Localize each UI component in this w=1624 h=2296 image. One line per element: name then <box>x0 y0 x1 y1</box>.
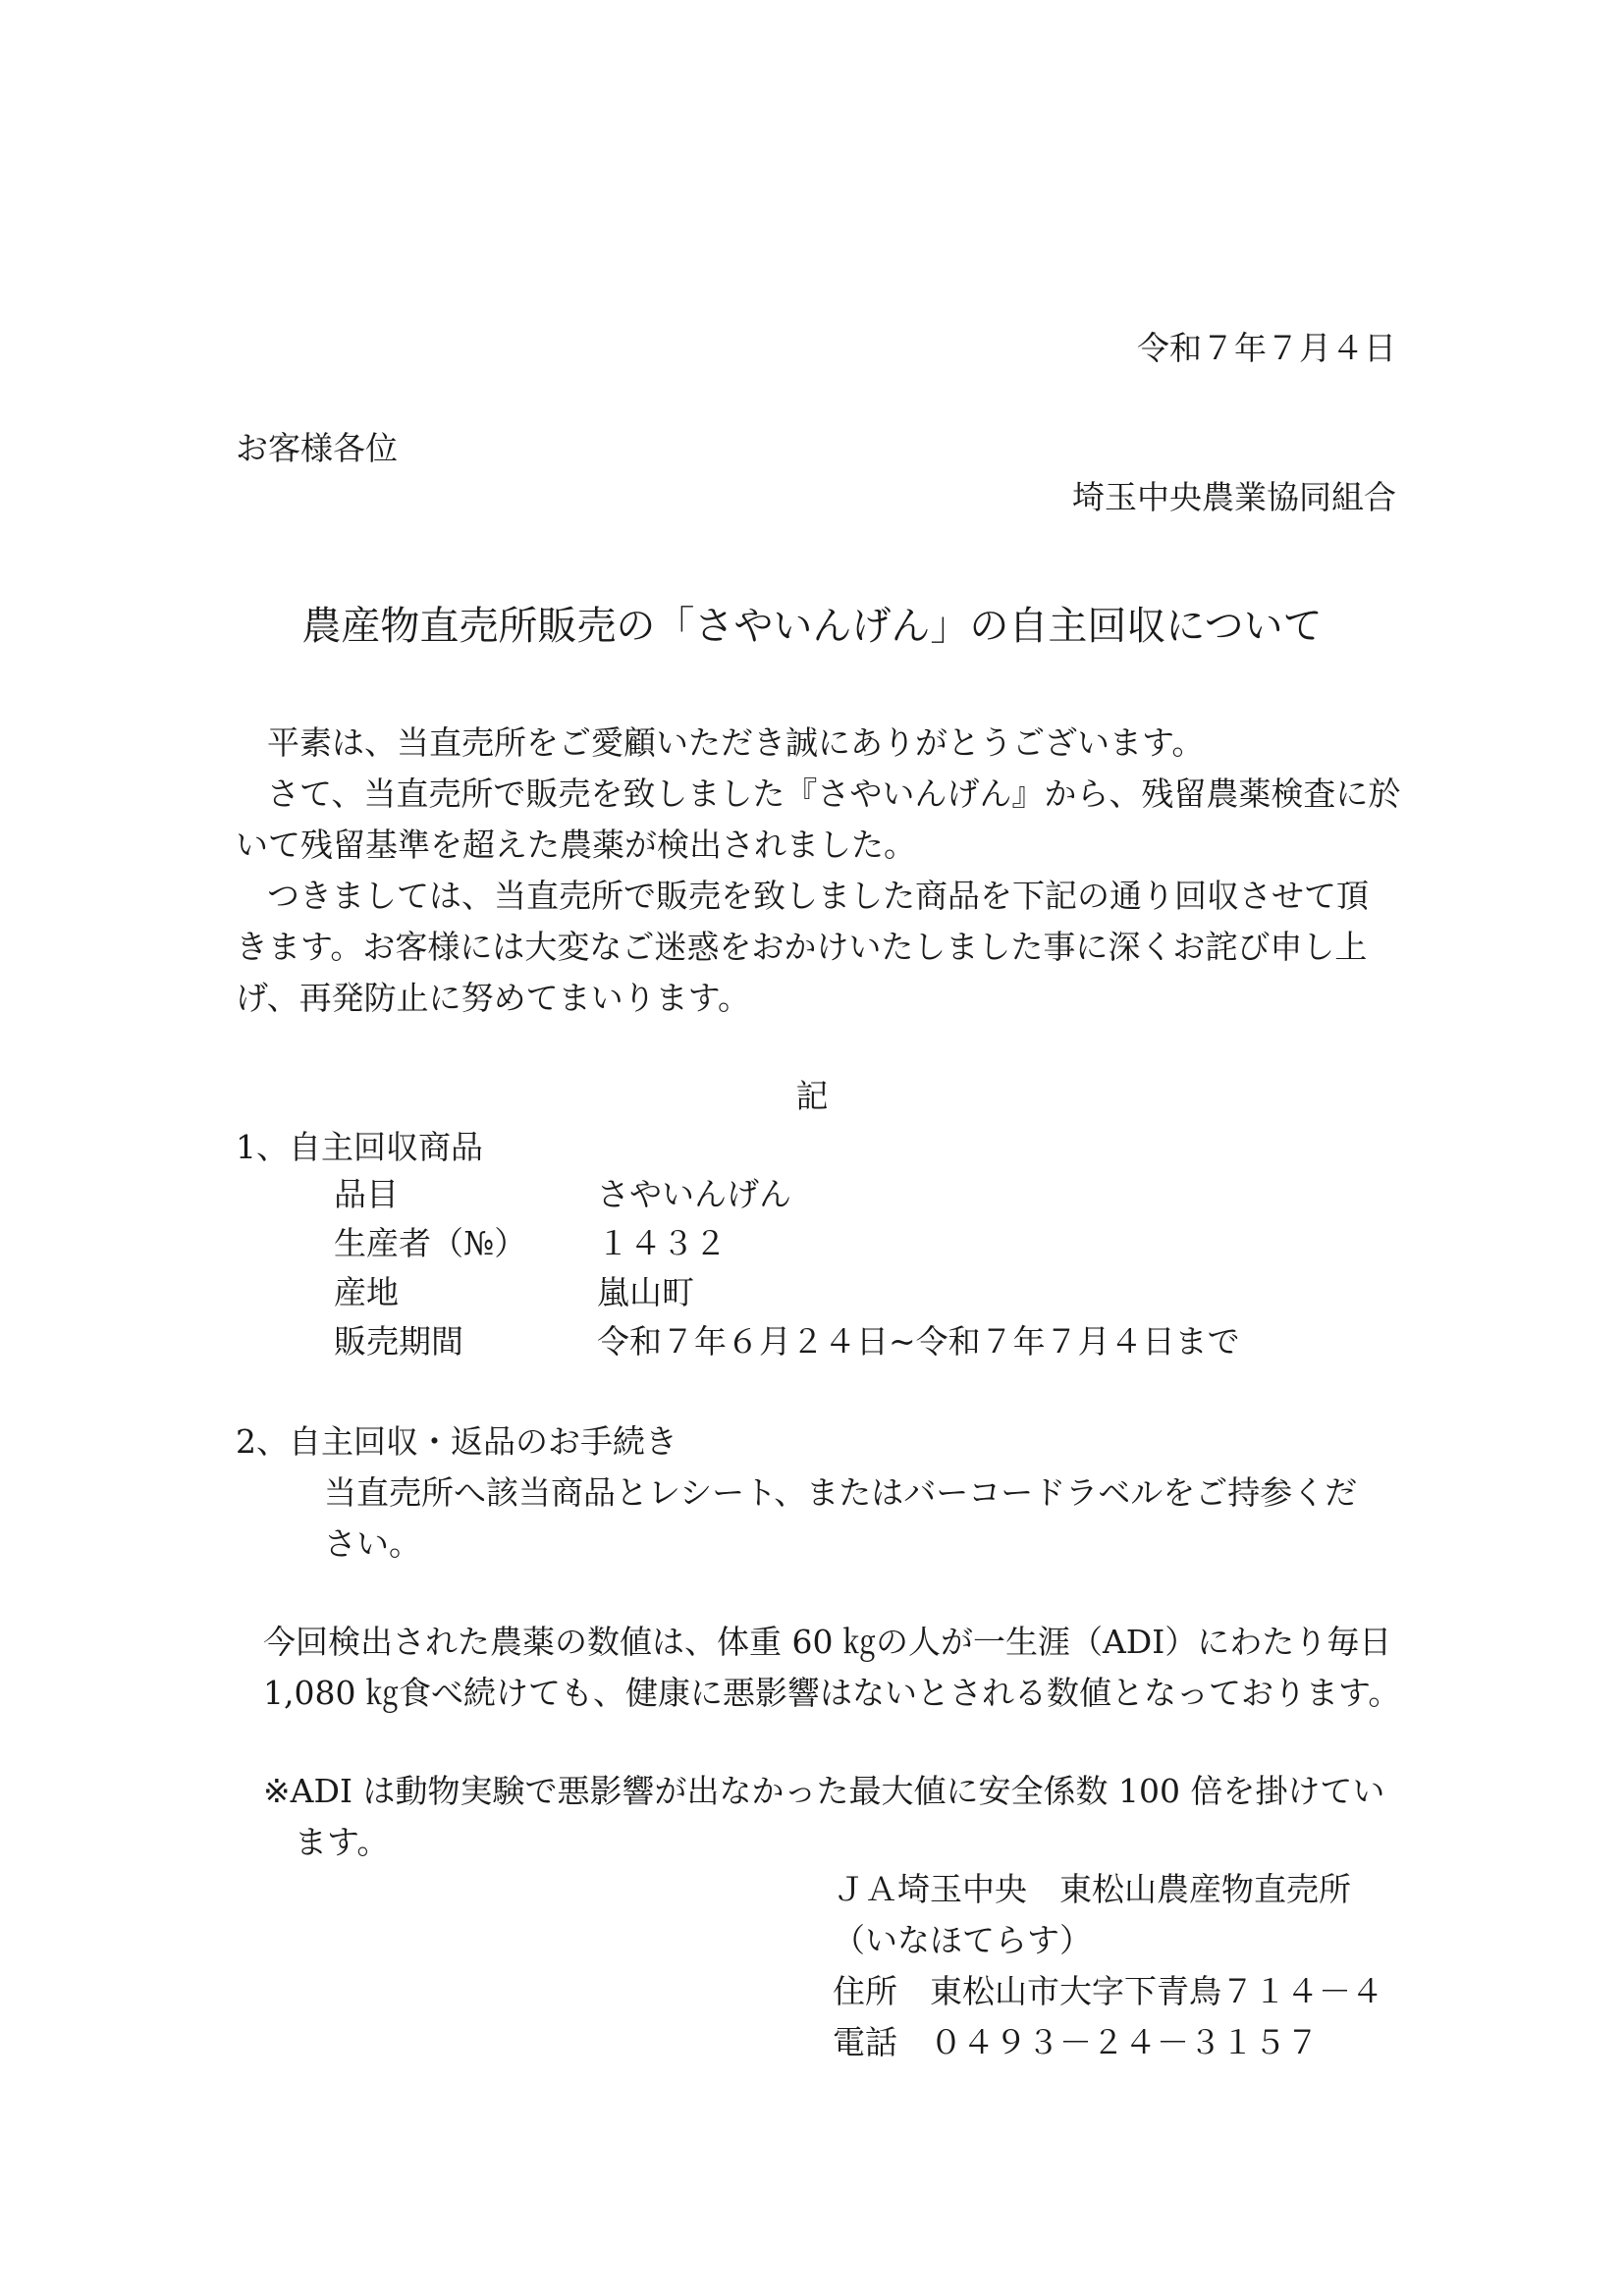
note-line1: 今回検出された農薬の数値は、体重 60 ㎏の人が一生涯（ADI）にわたり毎日 <box>263 1623 1392 1661</box>
paragraph-recall-line2: きます。お客様には大変なご迷惑をおかけいたしました事に深くお詫び申し上 <box>236 928 1368 966</box>
document-title: 農産物直売所販売の「さやいんげん」の自主回収について <box>301 604 1323 649</box>
ki-heading: 記 <box>795 1077 829 1115</box>
issue-date: 令和７年７月４日 <box>1137 329 1396 367</box>
item-value: さやいんげん <box>597 1175 791 1213</box>
note-line2: 1,080 ㎏食べ続けても、健康に悪影響はないとされる数値となっております。 <box>263 1674 1401 1712</box>
contact-nickname: （いなほてらす） <box>833 1921 1092 1959</box>
section1-heading: 1、自主回収商品 <box>236 1128 483 1166</box>
section2-line2: さい。 <box>324 1524 421 1563</box>
section2-heading: 2、自主回収・返品のお手続き <box>236 1422 677 1461</box>
paragraph-recall-line3: げ、再発防止に努めてまいります。 <box>236 979 751 1017</box>
addressee: お客様各位 <box>236 429 398 467</box>
sender-organization: 埼玉中央農業協同組合 <box>1072 478 1396 516</box>
paragraph-detection-line1: さて、当直売所で販売を致しました『さやいんげん』から、残留農薬検査に於 <box>267 774 1401 813</box>
origin-value: 嵐山町 <box>597 1273 694 1311</box>
contact-name: ＪＡ埼玉中央 東松山農産物直売所 <box>833 1870 1351 1908</box>
sales-period-label: 販売期間 <box>334 1322 463 1361</box>
origin-label: 産地 <box>334 1273 399 1311</box>
adi-note-line2: ます。 <box>295 1823 390 1861</box>
paragraph-greeting: 平素は、当直売所をご愛顧いただき誠にありがとうございます。 <box>267 723 1205 762</box>
producer-value: １４３２ <box>597 1224 727 1262</box>
producer-label: 生産者（№） <box>334 1224 527 1262</box>
paragraph-recall-line1: つきましては、当直売所で販売を致しました商品を下記の通り回収させて頂 <box>267 877 1369 915</box>
paragraph-detection-line2: いて残留基準を超えた農薬が検出されました。 <box>236 826 916 864</box>
adi-note-line1: ※ADI は動物実験で悪影響が出なかった最大値に安全係数 100 倍を掛けてい <box>263 1772 1385 1810</box>
contact-phone: 電話 ０４９３－２４－３１５７ <box>833 2023 1319 2061</box>
contact-address: 住所 東松山市大字下青鳥７１４－４ <box>833 1972 1383 2010</box>
section2-line1: 当直売所へ該当商品とレシート、またはバーコードラベルをご持参くだ <box>324 1473 1358 1512</box>
item-label: 品目 <box>334 1175 399 1213</box>
sales-period-value: 令和７年６月２４日~令和７年７月４日まで <box>597 1322 1240 1361</box>
